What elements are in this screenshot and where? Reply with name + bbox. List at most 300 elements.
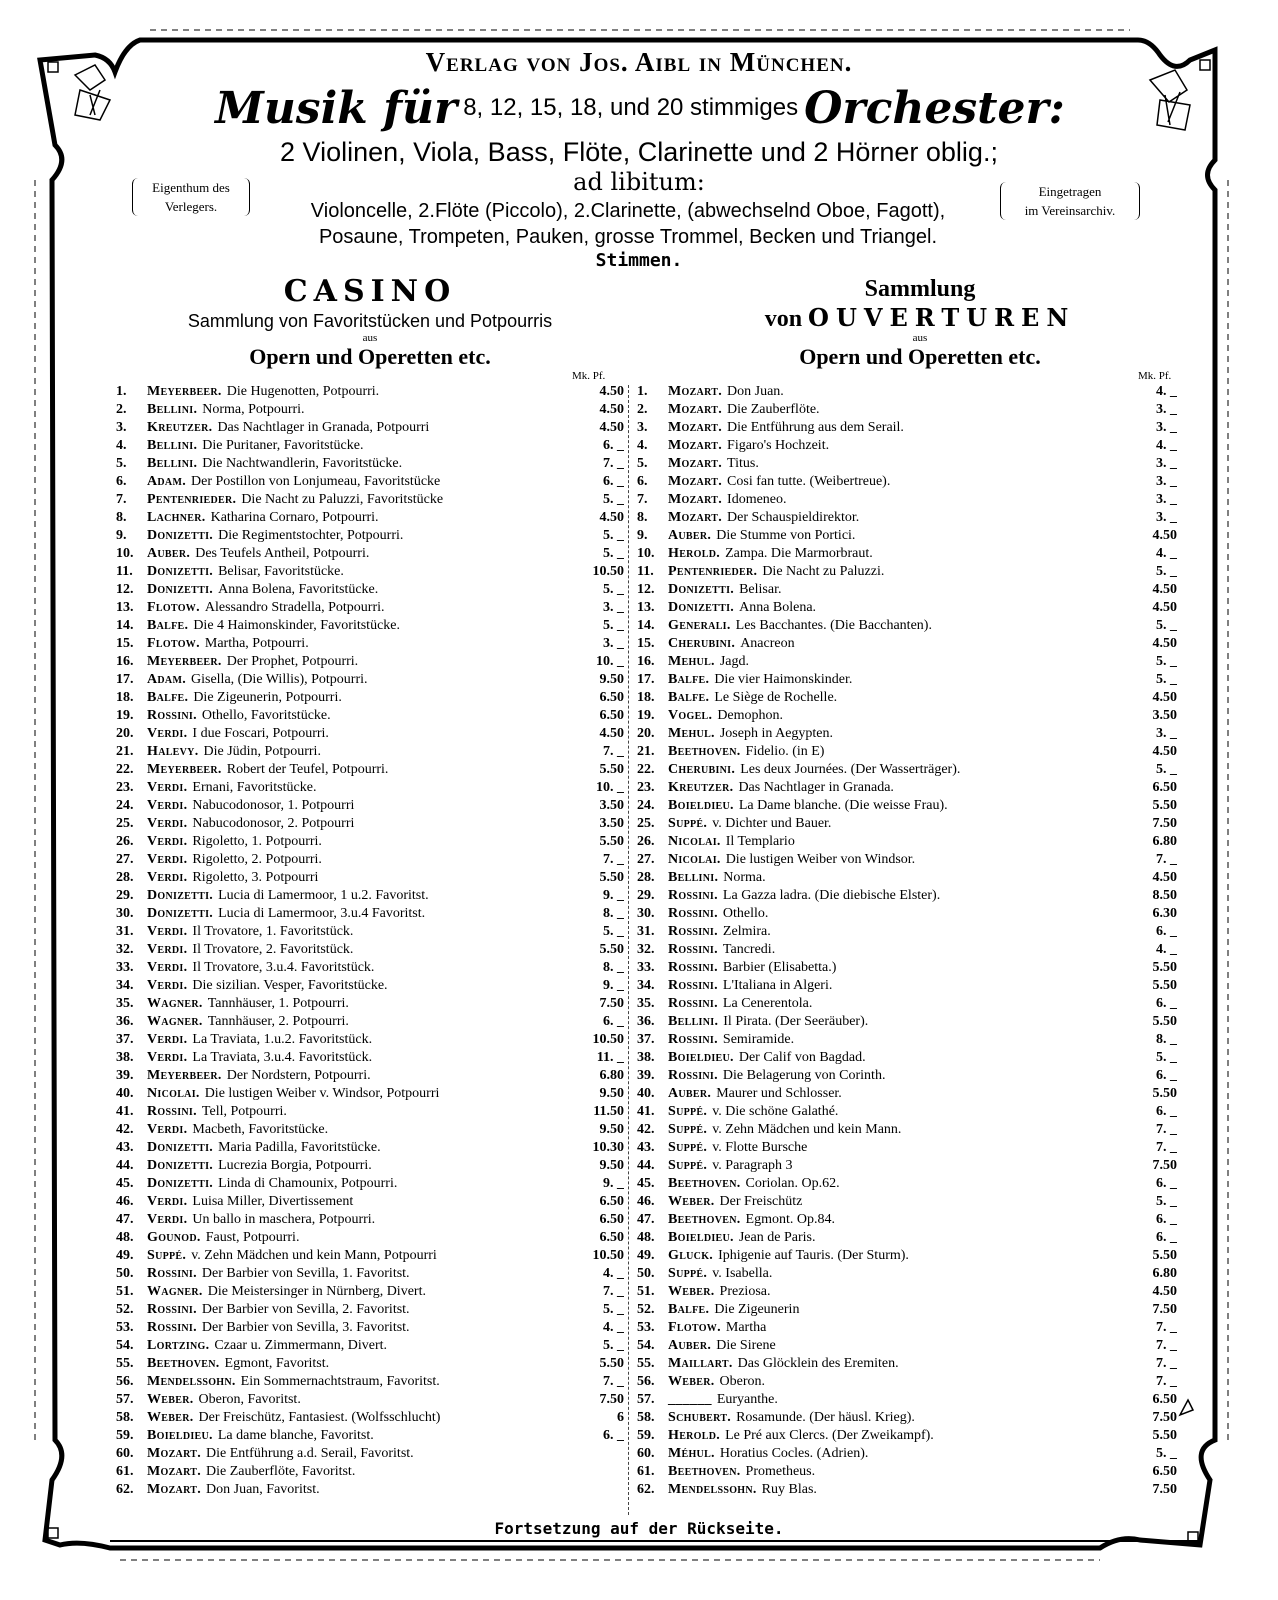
list-item [116,1355,624,1373]
item-number: 36. [637,1014,655,1029]
list-item [637,1337,1177,1355]
item-number: 26. [116,834,134,849]
item-number: 40. [116,1086,134,1101]
item-number: 23. [637,780,655,795]
ouverturen-list [637,383,1177,1499]
item-composer: Donizetti. [668,600,735,615]
item-number: 17. [637,672,655,687]
item-price: 5. _ [1156,654,1177,669]
item-work: Der Freischütz, Fantasiest. (Wolfsschlucht) [198,1410,441,1425]
list-item [116,671,624,689]
item-number: 56. [637,1374,655,1389]
item-price: 4. _ [1156,942,1177,957]
item-composer: Herold. [668,1428,721,1443]
item-work: v. Dichter und Bauer. [712,816,832,831]
item-price: 4.50 [599,384,624,399]
obligato-instruments: 2 Violinen, Viola, Bass, Flöte, Clarinette und 2 Hörner oblig.; [280,137,998,167]
list-item [116,401,624,419]
item-composer: Bellini. [147,456,198,471]
item-price: 10. _ [596,780,624,795]
item-composer: Kreutzer. [147,420,213,435]
item-price: 3.50 [599,816,624,831]
list-item [116,545,624,563]
item-number: 4. [116,438,127,453]
item-price: 3. _ [1156,510,1177,525]
list-item [116,1337,624,1355]
item-composer: Nicolai. [668,834,721,849]
item-price: 5. _ [603,618,624,633]
item-number: 48. [116,1230,134,1245]
item-composer: Rossini. [147,1302,197,1317]
item-work: Un ballo in maschera, Potpourri. [192,1212,376,1227]
item-price: 6.50 [1152,1392,1177,1407]
item-work: Martha [725,1320,767,1335]
item-price: 4.50 [1152,870,1177,885]
list-item [637,509,1177,527]
item-work: Die lustigen Weiber von Windsor. [725,852,916,867]
item-composer: Weber. [147,1392,194,1407]
item-work: Rigoletto, 2. Potpourri. [192,852,322,867]
item-number: 22. [116,762,134,777]
list-item [637,923,1177,941]
list-item [637,1445,1177,1463]
item-composer: Verdi. [147,816,188,831]
list-item [637,635,1177,653]
item-number: 8. [116,510,127,525]
item-work: Zampa. Die Marmorbraut. [725,546,873,561]
item-price: 6. _ [1156,1230,1177,1245]
item-work: Macbeth, Favoritstücke. [192,1122,329,1137]
item-work: Tannhäuser, 2. Potpourri. [207,1014,349,1029]
column-divider [628,385,629,1515]
item-composer: Rossini. [668,960,718,975]
item-composer: Donizetti. [147,528,214,543]
item-number: 27. [637,852,655,867]
item-composer: Rossini. [668,942,718,957]
item-work: Nabucodonosor, 2. Potpourri [192,816,355,831]
item-work: Der Postillon von Lonjumeau, Favoritstücke [191,474,441,489]
item-composer: Rossini. [668,888,718,903]
list-item [637,1013,1177,1031]
item-composer: Balfe. [147,690,189,705]
item-work: Il Trovatore, 2. Favoritstück. [192,942,354,957]
item-number: 47. [637,1212,655,1227]
item-price: 5.50 [1152,1428,1177,1443]
list-item [637,797,1177,815]
item-work: Die Jüdin, Potpourri. [203,744,321,759]
item-work: L'Italiana in Algeri. [722,978,833,993]
item-composer: Rossini. [668,1032,718,1047]
item-work: Die vier Haimonskinder. [714,672,853,687]
item-number: 1. [116,384,127,399]
item-composer: Mozart. [668,420,723,435]
item-price: 6. _ [1156,1068,1177,1083]
item-work: Egmont, Favoritst. [224,1356,330,1371]
item-work: v. Zehn Mädchen und kein Mann. [712,1122,902,1137]
item-composer: Bellini. [668,1014,719,1029]
item-number: 28. [637,870,655,885]
item-number: 40. [637,1086,655,1101]
item-number: 25. [637,816,655,831]
item-work: Ein Sommernachtstraum, Favoritst. [240,1374,440,1389]
item-composer: Beethoven. [668,744,741,759]
item-price: 6.50 [1152,1464,1177,1479]
item-work: Der Nordstern, Potpourri. [226,1068,371,1083]
item-number: 56. [116,1374,134,1389]
item-number: 30. [637,906,655,921]
item-composer: Donizetti. [147,1158,214,1173]
item-number: 59. [116,1428,134,1443]
item-composer: Verdi. [147,780,188,795]
list-item [637,1247,1177,1265]
item-work: La dame blanche, Favoritst. [217,1428,374,1443]
item-price: 9.50 [599,1122,624,1137]
item-price: 5. _ [603,924,624,939]
ownership-note-left [132,178,250,216]
item-price: 9. _ [603,978,624,993]
item-number: 7. [637,492,648,507]
item-number: 50. [637,1266,655,1281]
item-number: 9. [637,528,648,543]
item-composer: Weber. [668,1194,715,1209]
list-item [116,1247,624,1265]
list-item [116,1283,624,1301]
item-price: 4. _ [1156,546,1177,561]
item-work: Die Zigeunerin [714,1302,800,1317]
item-price: 6.80 [1152,1266,1177,1281]
item-number: 49. [637,1248,655,1263]
ownership-right-line1: Eingetragen [1038,184,1102,199]
item-composer: Verdi. [147,960,188,975]
item-work: Barbier (Elisabetta.) [722,960,837,975]
item-work: Das Glöcklein des Eremiten. [737,1356,899,1371]
item-composer: ______ [668,1392,712,1407]
item-number: 62. [116,1482,134,1497]
item-number: 60. [637,1446,655,1461]
item-number: 11. [116,564,133,579]
item-composer: Donizetti. [668,582,735,597]
item-work: Die Nacht zu Paluzzi, Favoritstücke [241,492,444,507]
item-price: 4. _ [603,1266,624,1281]
item-price: 9.50 [599,672,624,687]
list-item [116,995,624,1013]
ad-libitum-heading: ad libitum: [573,168,705,196]
item-price: 3. _ [1156,402,1177,417]
item-number: 42. [637,1122,655,1137]
item-price: 10.50 [592,564,624,579]
item-composer: Méhul. [668,1446,715,1461]
item-composer: Rossini. [668,906,718,921]
list-item [116,797,624,815]
item-price: 7. _ [1156,1338,1177,1353]
list-item [116,509,624,527]
item-work: Il Templario [725,834,795,849]
casino-title: CASINO [283,274,457,309]
item-composer: Pentenrieder. [668,564,758,579]
item-work: Anacreon [740,636,795,651]
item-price: 7.50 [599,1392,624,1407]
list-item [637,437,1177,455]
item-price [574,1481,624,1499]
list-item [637,1229,1177,1247]
item-composer: Vogel. [668,708,713,723]
item-work: Euryanthe. [716,1392,778,1407]
title-orchester: Orchester: [804,83,1065,134]
item-number: 9. [116,528,127,543]
item-composer: Mendelssohn. [668,1482,757,1497]
list-item [116,869,624,887]
item-work: Die Stumme von Portici. [716,528,856,543]
item-work: Joseph in Aegypten. [719,726,834,741]
item-number: 51. [637,1284,655,1299]
item-number: 13. [637,600,655,615]
item-work: Don Juan. [727,384,784,399]
item-work: Othello. [722,906,769,921]
item-work: Luisa Miller, Divertissement [192,1194,354,1209]
item-work: Die Puritaner, Favoritstücke. [202,438,364,453]
item-price: 5.50 [1152,978,1177,993]
item-price: 3. _ [603,600,624,615]
item-price: 5. _ [1156,1446,1177,1461]
item-composer: Rossini. [668,1068,718,1083]
item-composer: Beethoven. [668,1464,741,1479]
item-composer: Verdi. [147,798,188,813]
item-composer: Verdi. [147,852,188,867]
list-item [637,1391,1177,1409]
item-price: 5.50 [599,834,624,849]
item-price: 5.50 [599,942,624,957]
item-work: Jagd. [719,654,750,669]
item-number: 3. [637,420,648,435]
item-number: 28. [116,870,134,885]
item-price: 7. _ [1156,1374,1177,1389]
item-composer: Donizetti. [147,888,214,903]
item-price: 3. _ [603,636,624,651]
item-price: 3. _ [1156,456,1177,471]
list-item [116,725,624,743]
list-item [116,1229,624,1247]
item-number: 25. [116,816,134,831]
item-number: 52. [116,1302,134,1317]
list-item [637,599,1177,617]
item-composer: Wagner. [147,996,203,1011]
item-number: 1. [637,384,648,399]
list-item [637,1085,1177,1103]
item-composer: Verdi. [147,1212,188,1227]
item-number: 14. [637,618,655,633]
list-item [116,1175,624,1193]
item-work: Die Meistersinger in Nürnberg, Divert. [207,1284,426,1299]
item-number: 42. [116,1122,134,1137]
item-composer: Flotow. [668,1320,721,1335]
list-item [637,1103,1177,1121]
item-price: 6. _ [1156,996,1177,1011]
item-price: 6. _ [603,1428,624,1443]
item-price: 5.50 [1152,960,1177,975]
item-number: 43. [116,1140,134,1155]
item-number: 20. [116,726,134,741]
item-composer: Balfe. [668,1302,710,1317]
main-title [180,82,1100,134]
publisher-line: Verlag von Jos. Aibl in München. [425,47,853,77]
item-number: 33. [637,960,655,975]
item-work: Figaro's Hochzeit. [727,438,830,453]
item-composer: Verdi. [147,870,188,885]
list-item [637,851,1177,869]
item-number: 47. [116,1212,134,1227]
item-work: Cosi fan tutte. (Weibertreue). [727,474,891,489]
list-item [116,941,624,959]
item-composer: Rossini. [668,924,718,939]
optional-instruments-line1: Violoncelle, 2.Flöte (Piccolo), 2.Clarinette, (abwechselnd Oboe, Fagott), [310,200,946,222]
item-work: Die Zauberflöte, Favoritst. [206,1464,356,1479]
item-number: 2. [637,402,648,417]
item-price: 5. _ [603,582,624,597]
item-number: 62. [637,1482,655,1497]
item-number: 3. [116,420,127,435]
item-work: I due Foscari, Potpourri. [192,726,329,741]
item-number: 29. [637,888,655,903]
item-price: 10. _ [596,654,624,669]
item-number: 44. [637,1158,655,1173]
item-work: Norma, Potpourri. [202,402,305,417]
ouverturen-word: OUVERTUREN [808,303,1076,332]
item-price: 6. _ [603,1014,624,1029]
list-item [116,707,624,725]
item-number: 36. [116,1014,134,1029]
item-number: 57. [637,1392,655,1407]
list-item [637,1409,1177,1427]
item-composer: Meyerbeer. [147,654,222,669]
list-item [116,779,624,797]
item-composer: Bellini. [147,402,198,417]
continuation-note: Fortsetzung auf der Rückseite. [494,1519,784,1538]
list-item [116,1319,624,1337]
item-work: Die lustigen Weiber v. Windsor, Potpourri [204,1086,440,1101]
item-work: Der Barbier von Sevilla, 3. Favoritst. [201,1320,410,1335]
list-item [637,977,1177,995]
item-number: 61. [116,1464,134,1479]
item-composer: Gluck. [668,1248,714,1263]
item-number: 26. [637,834,655,849]
list-item [116,383,624,401]
list-item [116,563,624,581]
item-price: 5. _ [603,546,624,561]
item-number: 21. [116,744,134,759]
item-number: 35. [637,996,655,1011]
item-price: 5.50 [1152,1014,1177,1029]
list-item [637,671,1177,689]
item-price: 9. _ [603,888,624,903]
item-composer: Verdi. [147,1032,188,1047]
list-item [637,419,1177,437]
item-composer: Meyerbeer. [147,384,222,399]
item-number: 57. [116,1392,134,1407]
item-number: 45. [116,1176,134,1191]
list-item [116,1481,624,1499]
item-number: 35. [116,996,134,1011]
list-item [116,599,624,617]
item-composer: Mozart. [668,510,723,525]
list-item [116,1157,624,1175]
item-work: v. Isabella. [712,1266,773,1281]
list-item [116,527,624,545]
list-item [116,743,624,761]
item-composer: Beethoven. [668,1176,741,1191]
list-item [637,1301,1177,1319]
list-item [637,815,1177,833]
item-price: 3. _ [1156,492,1177,507]
list-item [116,1265,624,1283]
item-work: Tancredi. [722,942,776,957]
item-composer: Mozart. [668,438,723,453]
list-item [637,869,1177,887]
item-price: 7.50 [1152,1302,1177,1317]
item-number: 38. [637,1050,655,1065]
item-composer: Mehul. [668,654,715,669]
item-price: 10.30 [592,1140,624,1155]
item-price: 7.50 [599,996,624,1011]
item-composer: Maillart. [668,1356,733,1371]
item-price: 4.50 [1152,1284,1177,1299]
list-item [637,455,1177,473]
list-item [116,581,624,599]
item-number: 39. [116,1068,134,1083]
item-work: Die Entführung aus dem Serail. [727,420,904,435]
list-item [637,833,1177,851]
item-price: 5. _ [1156,762,1177,777]
item-composer: Balfe. [668,672,710,687]
item-number: 59. [637,1428,655,1443]
item-work: Jean de Paris. [738,1230,816,1245]
list-item [637,1319,1177,1337]
list-item [116,887,624,905]
item-work: La Gazza ladra. (Die diebische Elster). [722,888,941,903]
item-number: 12. [637,582,655,597]
item-composer: Flotow. [147,636,200,651]
item-composer: Kreutzer. [668,780,734,795]
list-item [116,1193,624,1211]
item-work: v. Die schöne Galathé. [712,1104,839,1119]
item-price: 6.50 [599,708,624,723]
item-price: 3. _ [1156,726,1177,741]
item-price: 4. _ [1156,384,1177,399]
item-composer: Verdi. [147,1194,188,1209]
item-composer: Cherubini. [668,636,736,651]
item-composer: Suppé. [668,1266,708,1281]
item-work: Die 4 Haimonskinder, Favoritstücke. [193,618,400,633]
item-number: 46. [637,1194,655,1209]
item-number: 58. [116,1410,134,1425]
list-item [116,1085,624,1103]
item-work: Maurer und Schlosser. [716,1086,842,1101]
item-price: 8. _ [1156,1032,1177,1047]
item-price: 5.50 [599,762,624,777]
item-number: 10. [637,546,655,561]
item-composer: Suppé. [668,1140,708,1155]
item-number: 32. [116,942,134,957]
item-work: Die Hugenotten, Potpourri. [226,384,380,399]
item-number: 51. [116,1284,134,1299]
item-work: Gisella, (Die Willis), Potpourri. [191,672,368,687]
list-item [116,419,624,437]
item-price: 6.30 [1152,906,1177,921]
list-item [637,1157,1177,1175]
item-composer: Cherubini. [668,762,736,777]
item-work: Tell, Potpourri. [201,1104,287,1119]
list-item [637,617,1177,635]
item-composer: Boieldieu. [668,1230,734,1245]
